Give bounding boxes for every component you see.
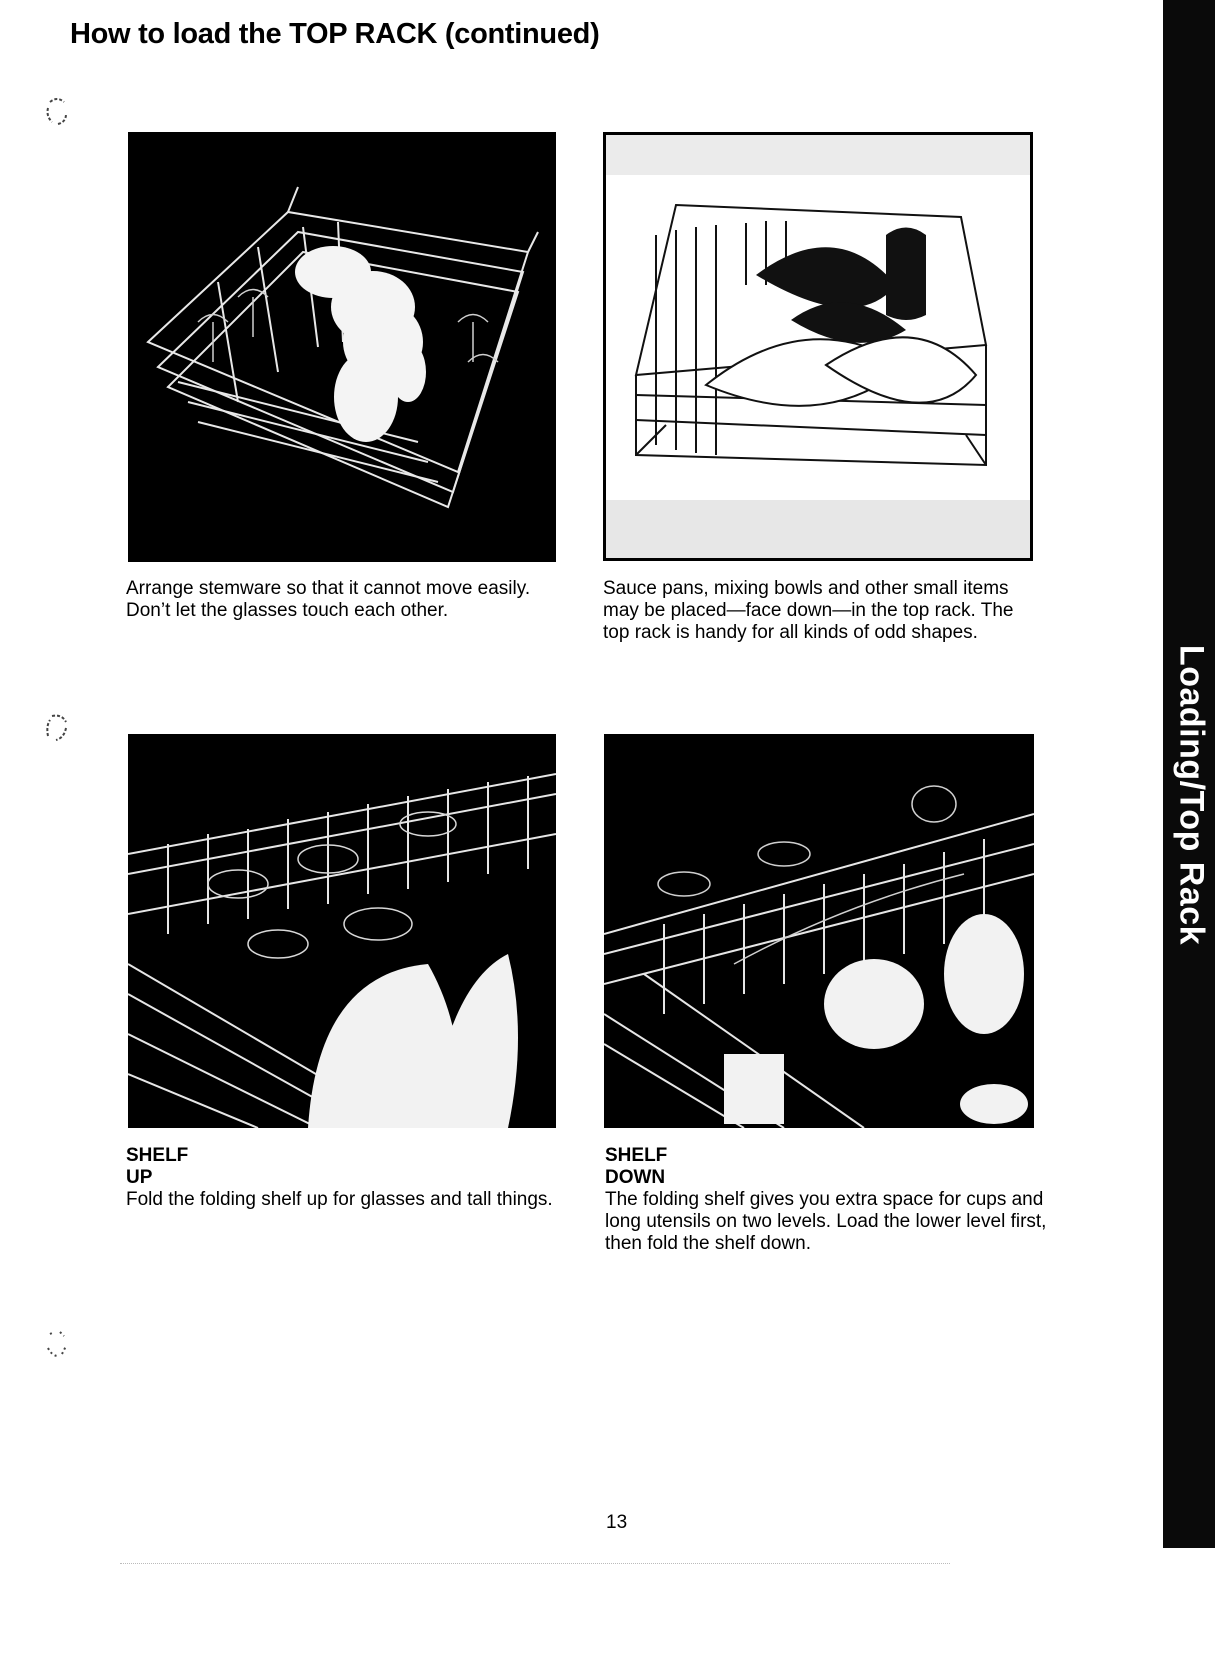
photo-saucepans-rack [603, 132, 1033, 561]
caption-heading: DOWN [605, 1167, 666, 1188]
caption-stemware [126, 578, 576, 622]
photo-stemware-rack [128, 132, 556, 562]
caption-text: The folding shelf gives you extra space for cups and long utensils on two levels. Load the lower level first, then fold the shelf down. [605, 1189, 1047, 1254]
caption-shelf-up [126, 1145, 556, 1211]
punch-hole-icon [44, 712, 70, 742]
caption-shelf-down [605, 1145, 1055, 1255]
punch-hole-icon [44, 1328, 70, 1358]
caption-text: Sauce pans, mixing bowls and other small items may be placed—face down—in the top rack. The top rack is handy for all kinds of odd shapes. [603, 578, 1014, 643]
photo-shelf-down [604, 734, 1034, 1128]
punch-hole-icon [44, 96, 70, 126]
page-number: 13 [606, 1512, 628, 1533]
page-edge-divider [120, 1563, 950, 1564]
caption-saucepans [603, 578, 1033, 644]
caption-heading: SHELF [126, 1145, 189, 1166]
caption-text: Arrange stemware so that it cannot move easily. Don’t let the glasses touch each other. [126, 578, 531, 621]
caption-heading: SHELF [605, 1145, 668, 1166]
caption-text: Fold the folding shelf up for glasses and tall things. [126, 1189, 553, 1210]
page-title: How to load the TOP RACK (continued) [70, 18, 600, 50]
photo-shelf-up [128, 734, 556, 1128]
side-tab-label: Loading/Top Rack [1172, 644, 1211, 946]
caption-heading: UP [126, 1167, 153, 1188]
